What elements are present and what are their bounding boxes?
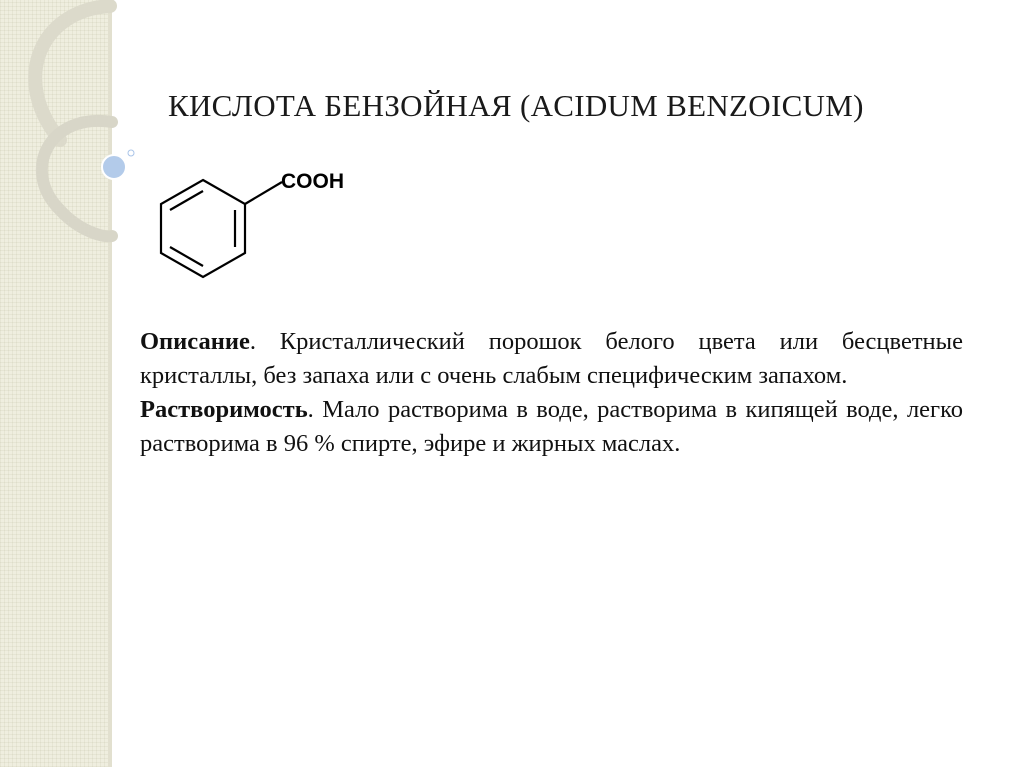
benzene-ring [161,180,245,277]
benzoic-acid-structure [148,160,378,295]
double-bond [170,191,203,210]
cooh-label: COOH [281,170,344,193]
double-bond [170,247,203,266]
decorative-small-dot [128,150,134,156]
solubility-label: Растворимость [140,396,308,423]
slide-body [140,325,963,461]
solubility-text: . Мало растворима в воде, растворима в кипящей воде, легко растворима в 96 % спирте, эфире и жирных маслах. [140,396,963,457]
slide-title: КИСЛОТА БЕНЗОЙНАЯ (ACIDUM BENZOICUM) [168,88,864,123]
substituent-bond [245,182,282,204]
decorative-dot [102,155,126,179]
solubility-paragraph [140,393,963,461]
description-text: . Кристаллический порошок белого цвета или бесцветные кристаллы, без запаха или с очень слабым специфическим запахом. [140,328,963,389]
description-paragraph [140,325,963,393]
description-label: Описание [140,328,250,355]
